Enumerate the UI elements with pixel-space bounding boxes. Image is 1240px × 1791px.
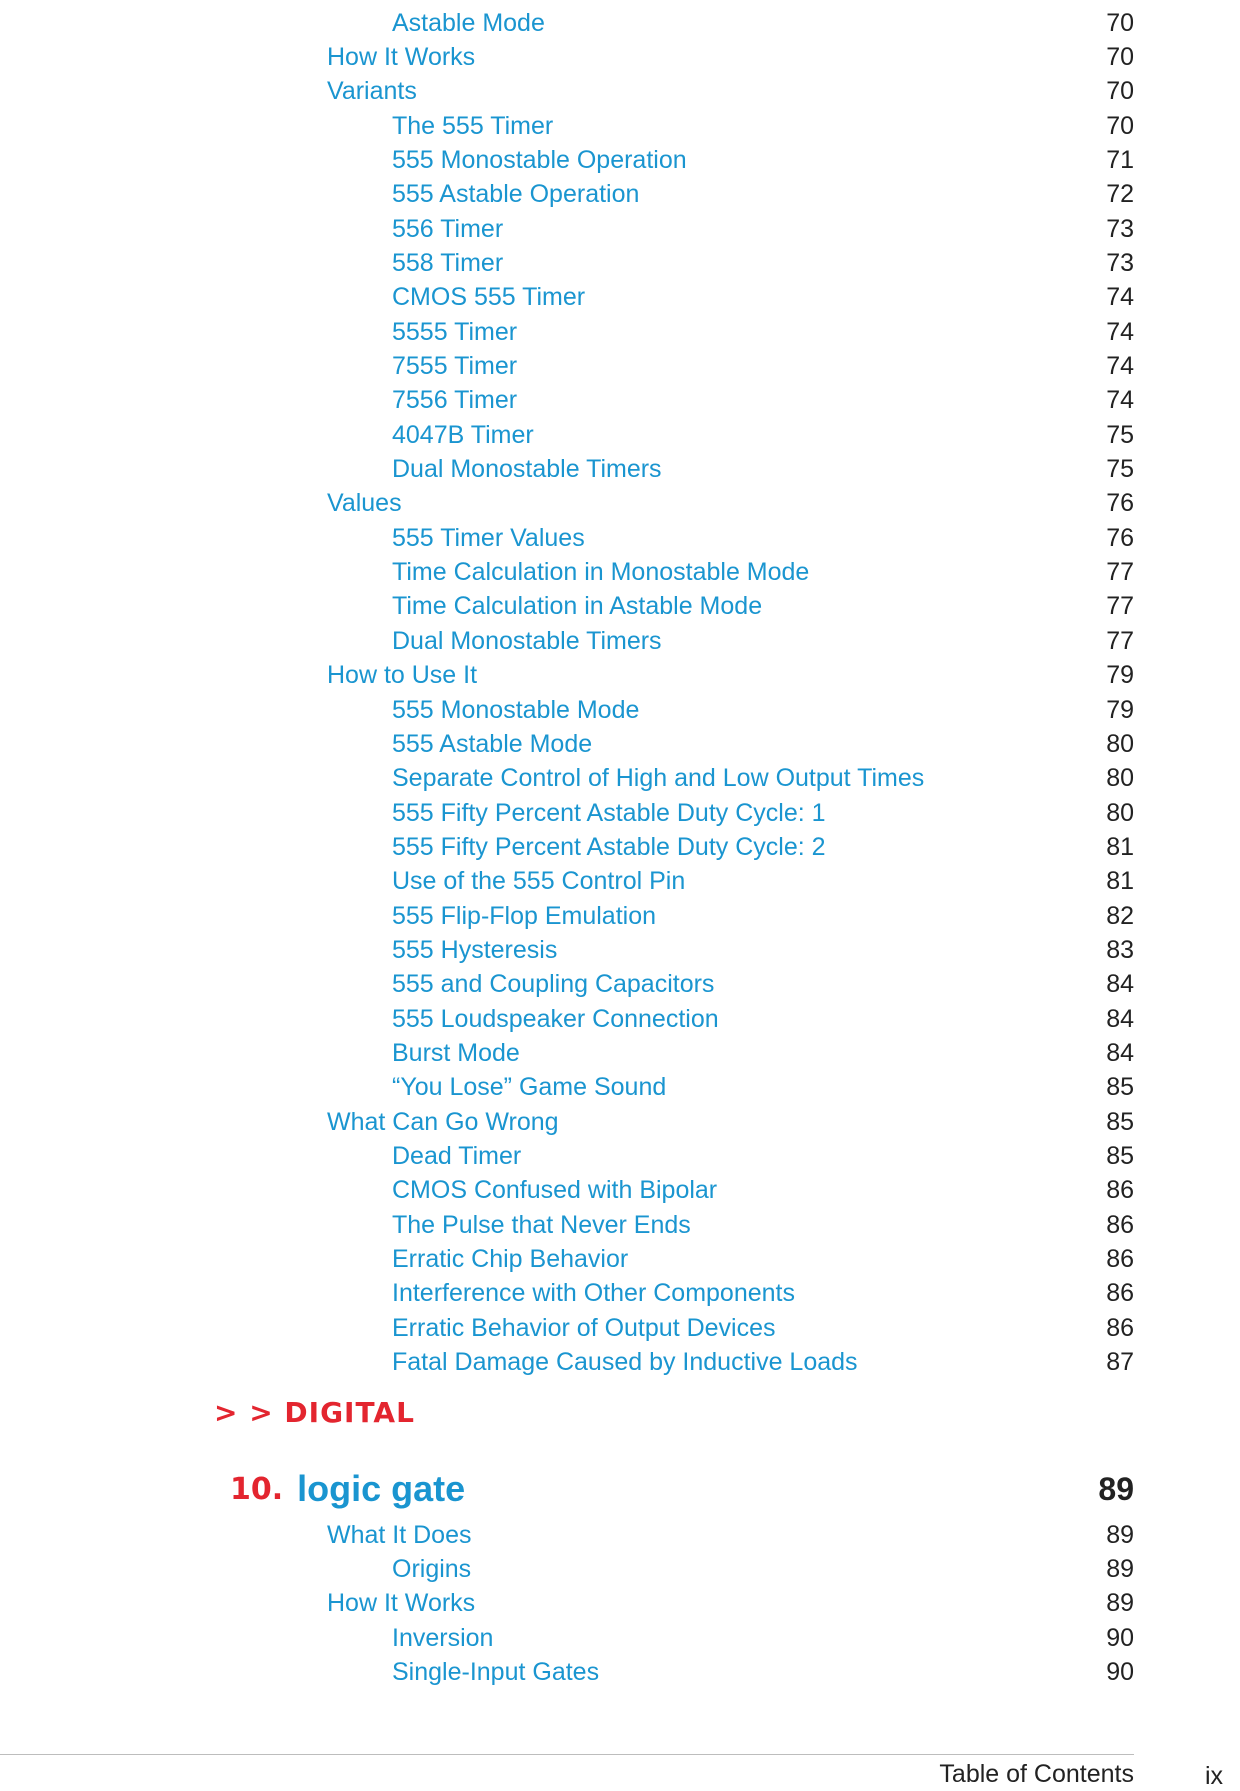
toc-entry[interactable] (392, 1277, 1134, 1311)
toc-entry[interactable] (392, 1311, 1134, 1345)
dot-leader (725, 1002, 1084, 1036)
toc-entry-page-number: 84 (1106, 1039, 1134, 1067)
toc-entry-page-number: 85 (1106, 1107, 1134, 1136)
dot-leader (540, 418, 1084, 452)
toc-entry[interactable] (392, 968, 1134, 1002)
toc-entry-page-number: 89 (1106, 1589, 1134, 1618)
toc-entry[interactable] (392, 315, 1134, 349)
dot-leader (782, 1311, 1085, 1345)
toc-entry[interactable] (392, 830, 1134, 864)
chapter-entry-logic-gate[interactable] (230, 1462, 1134, 1516)
dot-leader (478, 1518, 1085, 1552)
toc-entry-title[interactable]: What It Does (327, 1520, 472, 1549)
toc-entry-page-number: 86 (1106, 1176, 1134, 1205)
toc-entry[interactable] (392, 1243, 1134, 1277)
toc-entry[interactable] (327, 659, 1134, 693)
dot-leader (668, 624, 1084, 658)
toc-entry[interactable] (392, 693, 1134, 727)
toc-entry[interactable] (392, 178, 1134, 212)
toc-entry-page-number: 75 (1106, 420, 1134, 449)
dot-leader (697, 1208, 1084, 1242)
chapter-number: 10. (230, 1471, 284, 1507)
toc-entry-title[interactable]: Erratic Chip Behavior (392, 1245, 629, 1274)
toc-entry[interactable] (392, 762, 1134, 796)
dot-leader (723, 1174, 1084, 1208)
toc-entry-page-number: 74 (1106, 317, 1134, 346)
toc-entry-title[interactable]: How It Works (327, 1589, 476, 1618)
toc-entry-title[interactable]: 556 Timer (392, 214, 504, 243)
toc-entry-title[interactable]: Values (327, 489, 402, 518)
toc-entry-page-number: 87 (1106, 1348, 1134, 1377)
dot-leader (693, 143, 1084, 177)
toc-entry-title[interactable]: CMOS 555 Timer (392, 283, 586, 312)
dot-leader (408, 487, 1084, 521)
dot-leader (668, 453, 1084, 487)
toc-entry[interactable] (392, 1071, 1134, 1105)
toc-entry-page-number: 84 (1106, 1004, 1134, 1033)
chapter-title[interactable]: logic gate (297, 1468, 466, 1509)
toc-entry-page-number: 76 (1106, 523, 1134, 552)
toc-entry-title[interactable]: Interference with Other Components (392, 1279, 795, 1308)
dot-leader (481, 1587, 1084, 1621)
toc-entry[interactable] (327, 1518, 1134, 1552)
dot-leader (499, 1621, 1084, 1655)
toc-entry-title[interactable]: 5555 Timer (392, 317, 518, 346)
toc-entry-title[interactable]: Fatal Damage Caused by Inductive Loads (392, 1348, 858, 1377)
dot-leader (662, 899, 1084, 933)
dot-leader (815, 556, 1084, 590)
toc-entry-page-number: 74 (1106, 386, 1134, 415)
toc-entry-page-number: 79 (1106, 695, 1134, 724)
dot-leader (768, 590, 1084, 624)
toc-entry-page-number: 77 (1106, 592, 1134, 621)
footer-divider (0, 1754, 1134, 1755)
toc-entry[interactable] (392, 212, 1134, 246)
toc-entry[interactable] (392, 933, 1134, 967)
toc-entry[interactable] (392, 1621, 1134, 1655)
toc-entry-title[interactable]: Dead Timer (392, 1142, 522, 1171)
dot-leader (645, 178, 1084, 212)
dot-leader (523, 384, 1084, 418)
dot-leader (509, 212, 1084, 246)
toc-entry-page-number: 82 (1106, 901, 1134, 930)
toc-entry-page-number: 83 (1106, 935, 1134, 964)
dot-leader (559, 109, 1084, 143)
chapter-page-number: 89 (1098, 1470, 1134, 1507)
toc-entry-title[interactable]: CMOS Confused with Bipolar (392, 1176, 718, 1205)
toc-entry-title[interactable]: Erratic Behavior of Output Devices (392, 1313, 776, 1342)
toc-entry-title[interactable]: Origins (392, 1554, 472, 1583)
toc-entry-title[interactable]: Time Calculation in Astable Mode (392, 592, 763, 621)
toc-entry[interactable] (327, 40, 1134, 74)
toc-entry-page-number: 75 (1106, 455, 1134, 484)
toc-entry-page-number: 90 (1106, 1623, 1134, 1652)
toc-entry-page-number: 80 (1106, 798, 1134, 827)
footer-page-number: ix (1205, 1762, 1224, 1790)
toc-entry-title[interactable]: 555 Monostable Mode (392, 695, 640, 724)
toc-entry[interactable] (392, 521, 1134, 555)
toc-entry-title[interactable]: “You Lose” Game Sound (392, 1073, 667, 1102)
dot-leader (801, 1277, 1084, 1311)
toc-entry-title[interactable]: Dual Monostable Timers (392, 626, 662, 655)
toc-entry[interactable] (327, 487, 1134, 521)
toc-entry-page-number: 80 (1106, 764, 1134, 793)
toc-entry-title[interactable]: 558 Timer (392, 248, 504, 277)
dot-leader (864, 1346, 1084, 1380)
dot-leader (672, 1071, 1084, 1105)
toc-entry-title[interactable]: 555 Astable Mode (392, 729, 593, 758)
dot-leader (526, 1037, 1084, 1071)
toc-entry[interactable] (392, 1037, 1134, 1071)
toc-entry-page-number: 72 (1106, 180, 1134, 209)
dot-leader (832, 830, 1084, 864)
toc-entry-page-number: 86 (1106, 1245, 1134, 1274)
toc-entry-page-number: 74 (1106, 352, 1134, 380)
toc-entry-page-number: 86 (1106, 1279, 1134, 1308)
toc-entry-page-number: 77 (1106, 626, 1134, 655)
toc-entry-title[interactable]: Burst Mode (392, 1039, 520, 1067)
toc-entry-title[interactable]: Separate Control of High and Low Output Times (392, 764, 925, 793)
toc-entry[interactable] (327, 75, 1134, 109)
toc-entry-title[interactable]: 555 Loudspeaker Connection (392, 1004, 719, 1033)
dot-leader (605, 1655, 1084, 1689)
footer-label: Table of Contents (939, 1760, 1134, 1788)
toc-entry[interactable] (392, 624, 1134, 658)
dot-leader (930, 762, 1084, 796)
toc-entry-title[interactable]: How to Use It (327, 661, 478, 690)
toc-entry[interactable] (392, 453, 1134, 487)
toc-entry-page-number: 70 (1106, 77, 1134, 106)
toc-entry-title[interactable]: 4047B Timer (392, 420, 534, 449)
toc-entry-page-number: 80 (1106, 729, 1134, 758)
dot-leader (591, 521, 1084, 555)
toc-entry[interactable] (392, 143, 1134, 177)
toc-entry-title[interactable]: 555 Timer Values (392, 523, 585, 552)
toc-entry-page-number: 81 (1106, 832, 1134, 861)
toc-entry-title[interactable]: 7556 Timer (392, 386, 518, 415)
toc-entry-page-number: 85 (1106, 1142, 1134, 1171)
toc-entry-title[interactable]: Variants (327, 77, 417, 106)
toc-entry-page-number: 71 (1106, 145, 1134, 174)
toc-entry[interactable] (392, 281, 1134, 315)
toc-entry[interactable] (392, 865, 1134, 899)
dot-leader (471, 1462, 1088, 1516)
dot-leader (477, 1552, 1084, 1586)
toc-entry-title[interactable]: The Pulse that Never Ends (392, 1210, 691, 1239)
toc-entry-title[interactable]: 555 Monostable Operation (392, 145, 687, 174)
toc-entry[interactable] (392, 246, 1134, 280)
toc-entry-title[interactable]: Inversion (392, 1623, 494, 1652)
toc-entry-title[interactable]: The 555 Timer (392, 111, 554, 140)
toc-entry[interactable] (392, 1174, 1134, 1208)
dot-leader (691, 865, 1084, 899)
toc-entry-title[interactable]: 555 Hysteresis (392, 935, 558, 964)
toc-entry-title[interactable]: What Can Go Wrong (327, 1107, 559, 1136)
toc-entry[interactable] (392, 1002, 1134, 1036)
toc-entry[interactable] (392, 1140, 1134, 1174)
toc-entry[interactable] (392, 1208, 1134, 1242)
toc-entry-page-number: 70 (1106, 8, 1134, 37)
toc-entry-page-number: 76 (1106, 489, 1134, 518)
section-heading-digital: > > DIGITAL (214, 1396, 415, 1429)
dot-leader (832, 796, 1084, 830)
toc-entry-title[interactable]: 555 Fifty Percent Astable Duty Cycle: 2 (392, 832, 826, 861)
toc-entry[interactable] (392, 384, 1134, 418)
toc-entry[interactable] (392, 1655, 1134, 1689)
dot-leader (423, 75, 1084, 109)
dot-leader (634, 1243, 1084, 1277)
toc-entry[interactable] (392, 727, 1134, 761)
toc-entry-page-number: 70 (1106, 42, 1134, 71)
toc-entry-title[interactable]: Single-Input Gates (392, 1657, 600, 1686)
toc-entry[interactable] (392, 6, 1134, 40)
dot-leader (565, 1105, 1084, 1139)
toc-entry-page-number: 90 (1106, 1657, 1134, 1686)
toc-entry-page-number: 86 (1106, 1210, 1134, 1239)
toc-entry-page-number: 84 (1106, 970, 1134, 999)
toc-entry-title[interactable]: 555 Astable Operation (392, 180, 640, 209)
dot-leader (523, 350, 1084, 384)
toc-entry-title[interactable]: How It Works (327, 42, 476, 71)
toc-entry-title[interactable]: 555 Flip-Flop Emulation (392, 901, 657, 930)
toc-entry-page-number: 86 (1106, 1313, 1134, 1342)
toc-entry[interactable] (392, 109, 1134, 143)
dot-leader (598, 727, 1084, 761)
toc-entry-title[interactable]: Astable Mode (392, 8, 545, 37)
toc-entry-title[interactable]: Dual Monostable Timers (392, 455, 662, 484)
dot-leader (645, 693, 1084, 727)
dot-leader (527, 1140, 1084, 1174)
toc-entry-title[interactable]: 555 and Coupling Capacitors (392, 970, 715, 999)
toc-entry[interactable] (327, 1587, 1134, 1621)
toc-entry-title[interactable]: 7555 Timer (392, 352, 518, 380)
toc-entry[interactable] (327, 1105, 1134, 1139)
toc-entry[interactable] (392, 796, 1134, 830)
toc-entry-page-number: 73 (1106, 214, 1134, 243)
dot-leader (509, 246, 1084, 280)
dot-leader (483, 659, 1084, 693)
toc-entry[interactable] (392, 590, 1134, 624)
toc-entry[interactable] (392, 418, 1134, 452)
toc-entry[interactable] (392, 1346, 1134, 1380)
toc-entry-page-number: 79 (1106, 661, 1134, 690)
toc-entry-title[interactable]: Use of the 555 Control Pin (392, 867, 686, 896)
toc-entry-page-number: 89 (1106, 1520, 1134, 1549)
toc-entry-title[interactable]: 555 Fifty Percent Astable Duty Cycle: 1 (392, 798, 826, 827)
toc-entry-page-number: 74 (1106, 283, 1134, 312)
toc-entry[interactable] (392, 1552, 1134, 1586)
toc-entry-page-number: 73 (1106, 248, 1134, 277)
toc-entry-page-number: 81 (1106, 867, 1134, 896)
dot-leader (563, 933, 1084, 967)
dot-leader (481, 40, 1084, 74)
dot-leader (523, 315, 1084, 349)
toc-entry-page-number: 85 (1106, 1073, 1134, 1102)
dot-leader (720, 968, 1084, 1002)
dot-leader (591, 281, 1084, 315)
toc-entry[interactable] (392, 556, 1134, 590)
toc-entry[interactable] (392, 899, 1134, 933)
dot-leader (551, 6, 1084, 40)
toc-entry[interactable] (392, 350, 1134, 384)
toc-entry-title[interactable]: Time Calculation in Monostable Mode (392, 558, 810, 587)
toc-entry-page-number: 70 (1106, 111, 1134, 140)
toc-entry-page-number: 89 (1106, 1554, 1134, 1583)
toc-entry-page-number: 77 (1106, 558, 1134, 587)
